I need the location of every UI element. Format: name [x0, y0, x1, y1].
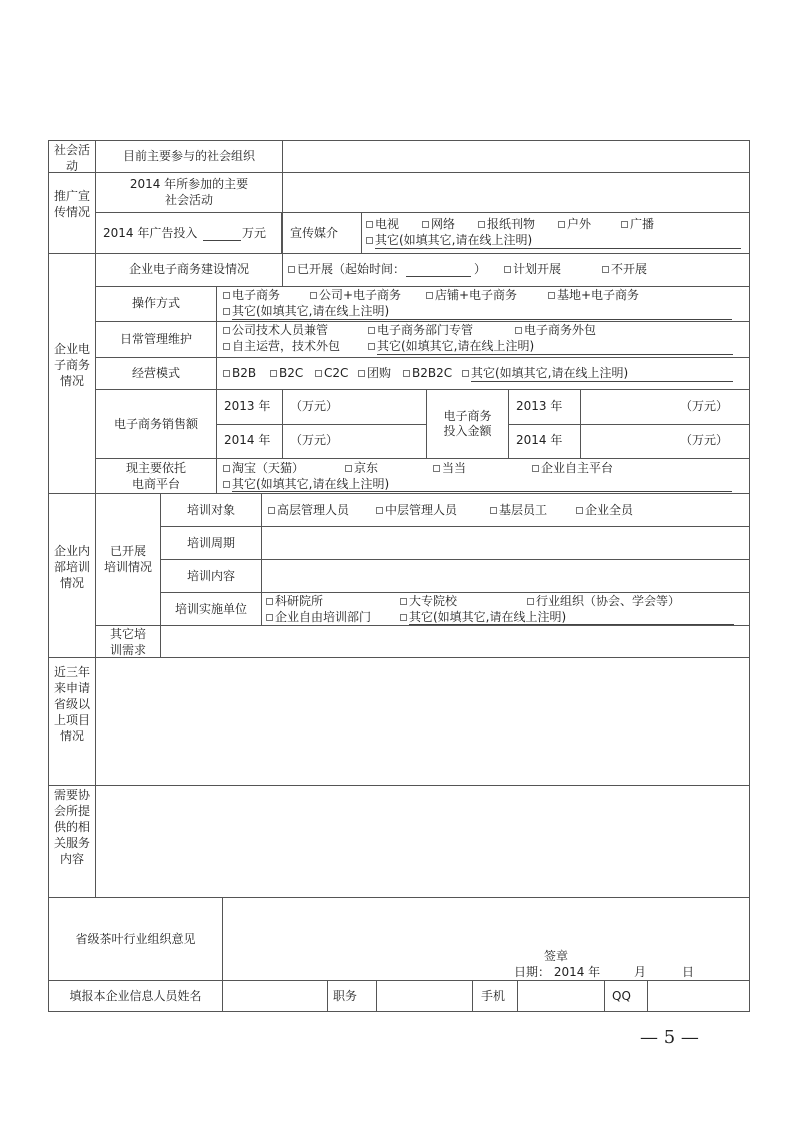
maint-label: 日常管理维护	[119, 332, 192, 346]
ad-unit: 万元	[242, 226, 267, 240]
unit-option-other[interactable]: 其它(如填其它,请在线上注明)	[400, 610, 566, 625]
period-input[interactable]	[262, 527, 749, 559]
sales-2014-input[interactable]: （万元）	[290, 433, 339, 447]
checkbox-icon[interactable]	[310, 292, 317, 299]
content-input[interactable]	[262, 560, 749, 592]
checkbox-icon[interactable]	[268, 507, 275, 514]
sales-year-2013: 2013 年	[224, 399, 271, 413]
checkbox-icon[interactable]	[358, 370, 365, 377]
platform-option-own[interactable]: 企业自主平台	[532, 461, 613, 476]
op-option-4[interactable]: 基地+电子商务	[548, 288, 639, 303]
checkbox-icon[interactable]	[621, 221, 628, 228]
platform-label-2: 电商平台	[131, 477, 180, 491]
contact-name-label: 填报本企业信息人员姓名	[69, 989, 202, 1003]
op-option-3[interactable]: 店铺+电子商务	[426, 288, 517, 303]
contact-title-input[interactable]	[377, 981, 472, 1011]
checkbox-icon[interactable]	[426, 292, 433, 299]
start-time-input[interactable]	[406, 276, 471, 277]
model-option-b2c[interactable]: B2C	[270, 366, 303, 381]
checkbox-icon[interactable]	[266, 614, 273, 621]
section-projects: 近三年来申请省级以上项目情况	[53, 665, 90, 743]
maint-other-input[interactable]	[377, 354, 733, 355]
unit-option-industry[interactable]: 行业组织（协会、学会等）	[527, 594, 680, 609]
checkbox-icon[interactable]	[366, 221, 373, 228]
month-label: 月	[634, 965, 647, 979]
org-label: 目前主要参与的社会组织	[122, 149, 255, 163]
opinion-label: 省级茶叶行业组织意见	[75, 932, 196, 946]
checkbox-icon[interactable]	[504, 266, 511, 273]
contact-qq-input[interactable]	[648, 981, 749, 1011]
invest-label-2: 投入金额	[443, 424, 492, 438]
checkbox-icon[interactable]	[490, 507, 497, 514]
model-label: 经营模式	[131, 366, 180, 380]
target-option-all[interactable]: 企业全员	[576, 503, 633, 518]
platform-option-dangdang[interactable]: 当当	[433, 461, 466, 476]
unit-option-college[interactable]: 大专院校	[400, 594, 457, 609]
checkbox-icon[interactable]	[376, 507, 383, 514]
op-option-other[interactable]: 其它(如填其它,请在线上注明)	[223, 304, 389, 319]
invest-year-2014: 2014 年	[516, 433, 563, 447]
platform-other-input[interactable]	[232, 491, 732, 492]
model-option-c2c[interactable]: C2C	[315, 366, 348, 381]
build-close: ）	[474, 262, 487, 276]
contact-title-label: 职务	[333, 989, 358, 1003]
media-other-input[interactable]	[375, 248, 741, 249]
checkbox-icon[interactable]	[422, 221, 429, 228]
ad-label: 2014 年广告投入	[103, 226, 198, 240]
checkbox-icon[interactable]	[223, 481, 230, 488]
sales-label: 电子商务销售额	[113, 417, 198, 431]
unit-other-input[interactable]	[409, 624, 734, 625]
checkbox-icon[interactable]	[433, 465, 440, 472]
section-ecommerce: 企业电子商务情况	[53, 342, 90, 388]
media-option-outdoor[interactable]: 户外	[558, 217, 591, 232]
media-option-radio[interactable]: 广播	[621, 217, 654, 232]
invest-label-1: 电子商务	[443, 409, 492, 423]
contact-qq-label: QQ	[612, 989, 631, 1003]
contact-phone-input[interactable]	[518, 981, 604, 1011]
media-option-web[interactable]: 网络	[422, 217, 455, 232]
checkbox-icon[interactable]	[400, 598, 407, 605]
services-input[interactable]	[96, 786, 749, 897]
checkbox-icon[interactable]	[532, 465, 539, 472]
activity-label-1: 2014 年所参加的主要	[129, 177, 249, 191]
checkbox-icon[interactable]	[368, 343, 375, 350]
checkbox-icon[interactable]	[515, 327, 522, 334]
maint-option-4[interactable]: 自主运营，技术外包	[223, 339, 340, 354]
build-label: 企业电子商务建设情况	[128, 262, 249, 276]
day-label: 日	[682, 965, 695, 979]
target-option-base[interactable]: 基层员工	[490, 503, 547, 518]
media-option-tv[interactable]: 电视	[366, 217, 399, 232]
checkbox-icon[interactable]	[223, 465, 230, 472]
unit-option-research[interactable]: 科研院所	[266, 594, 323, 609]
activity-label-2: 社会活动	[164, 193, 213, 207]
media-option-other[interactable]: 其它(如填其它,请在线上注明)	[366, 233, 532, 248]
platform-option-taobao[interactable]: 淘宝（天猫）	[223, 461, 304, 476]
media-option-print[interactable]: 报纸刊物	[478, 217, 535, 232]
platform-label-1: 现主要依托	[125, 461, 186, 475]
invest-2014-input[interactable]: （万元）	[680, 433, 729, 447]
platform-option-jd[interactable]: 京东	[345, 461, 378, 476]
section-training: 企业内部培训情况	[53, 544, 90, 590]
checkbox-icon[interactable]	[266, 598, 273, 605]
checkbox-icon[interactable]	[548, 292, 555, 299]
op-label: 操作方式	[131, 296, 180, 310]
activity-input[interactable]	[283, 173, 749, 212]
op-other-input[interactable]	[232, 319, 732, 320]
checkbox-icon[interactable]	[462, 370, 469, 377]
build-option-started[interactable]: 已开展（起始时间：	[288, 262, 405, 277]
media-label: 宣传媒介	[290, 226, 339, 240]
checkbox-icon[interactable]	[478, 221, 485, 228]
target-option-senior[interactable]: 高层管理人员	[268, 503, 349, 518]
checkbox-icon[interactable]	[576, 507, 583, 514]
checkbox-icon[interactable]	[223, 292, 230, 299]
date-label: 日期： 2014 年	[514, 965, 601, 979]
checkbox-icon[interactable]	[558, 221, 565, 228]
model-option-b2b[interactable]: B2B	[223, 366, 256, 381]
target-label: 培训对象	[186, 503, 235, 517]
checkbox-icon[interactable]	[270, 370, 277, 377]
ad-input[interactable]	[203, 240, 241, 241]
build-option-planned[interactable]: 计划开展	[504, 262, 561, 277]
section-services: 需要协会所提供的相关服务内容	[53, 788, 90, 866]
sales-2013-input[interactable]: （万元）	[290, 399, 339, 413]
opinion-input[interactable]	[223, 898, 749, 980]
org-input[interactable]	[283, 141, 749, 172]
checkbox-icon[interactable]	[345, 465, 352, 472]
section-social: 社会活动	[53, 143, 90, 173]
sales-year-2014: 2014 年	[224, 433, 271, 447]
checkbox-icon[interactable]	[527, 598, 534, 605]
model-other-input[interactable]	[471, 381, 733, 382]
checkbox-icon[interactable]	[366, 237, 373, 244]
checkbox-icon[interactable]	[602, 266, 609, 273]
unit-label: 培训实施单位	[174, 602, 247, 616]
seal-label: 签章	[544, 949, 569, 963]
checkbox-icon[interactable]	[315, 370, 322, 377]
unit-option-internal[interactable]: 企业自由培训部门	[266, 610, 371, 625]
checkbox-icon[interactable]	[223, 327, 230, 334]
invest-year-2013: 2013 年	[516, 399, 563, 413]
contact-name-input[interactable]	[223, 981, 327, 1011]
checkbox-icon[interactable]	[288, 266, 295, 273]
target-option-middle[interactable]: 中层管理人员	[376, 503, 457, 518]
platform-option-other[interactable]: 其它(如填其它,请在线上注明)	[223, 477, 389, 492]
checkbox-icon[interactable]	[223, 370, 230, 377]
page-number: — 5 —	[640, 1027, 699, 1048]
invest-2013-input[interactable]: （万元）	[680, 399, 729, 413]
checkbox-icon[interactable]	[223, 308, 230, 315]
content-label: 培训内容	[186, 569, 235, 583]
section-promo: 推广宣传情况	[53, 189, 90, 219]
build-option-none[interactable]: 不开展	[602, 262, 647, 277]
other-training-input[interactable]	[161, 626, 749, 657]
op-option-1[interactable]: 电子商务	[223, 288, 280, 303]
contact-phone-label: 手机	[481, 989, 506, 1003]
checkbox-icon[interactable]	[368, 327, 375, 334]
done-label-1: 已开展	[109, 544, 146, 558]
maint-option-2[interactable]: 电子商务部门专管	[368, 323, 473, 338]
other-training-label: 其它培训需求	[109, 627, 146, 657]
checkbox-icon[interactable]	[403, 370, 410, 377]
checkbox-icon[interactable]	[223, 343, 230, 350]
checkbox-icon[interactable]	[400, 614, 407, 621]
period-label: 培训周期	[186, 536, 235, 550]
model-option-other[interactable]: 其它(如填其它,请在线上注明)	[462, 366, 628, 381]
model-option-group[interactable]: 团购	[358, 366, 391, 381]
model-option-b2b2c[interactable]: B2B2C	[403, 366, 452, 381]
done-label-2: 培训情况	[103, 560, 152, 574]
maint-option-3[interactable]: 电子商务外包	[515, 323, 596, 338]
projects-input[interactable]	[96, 658, 749, 785]
maint-option-1[interactable]: 公司技术人员兼管	[223, 323, 328, 338]
maint-option-other[interactable]: 其它(如填其它,请在线上注明)	[368, 339, 534, 354]
op-option-2[interactable]: 公司+电子商务	[310, 288, 401, 303]
